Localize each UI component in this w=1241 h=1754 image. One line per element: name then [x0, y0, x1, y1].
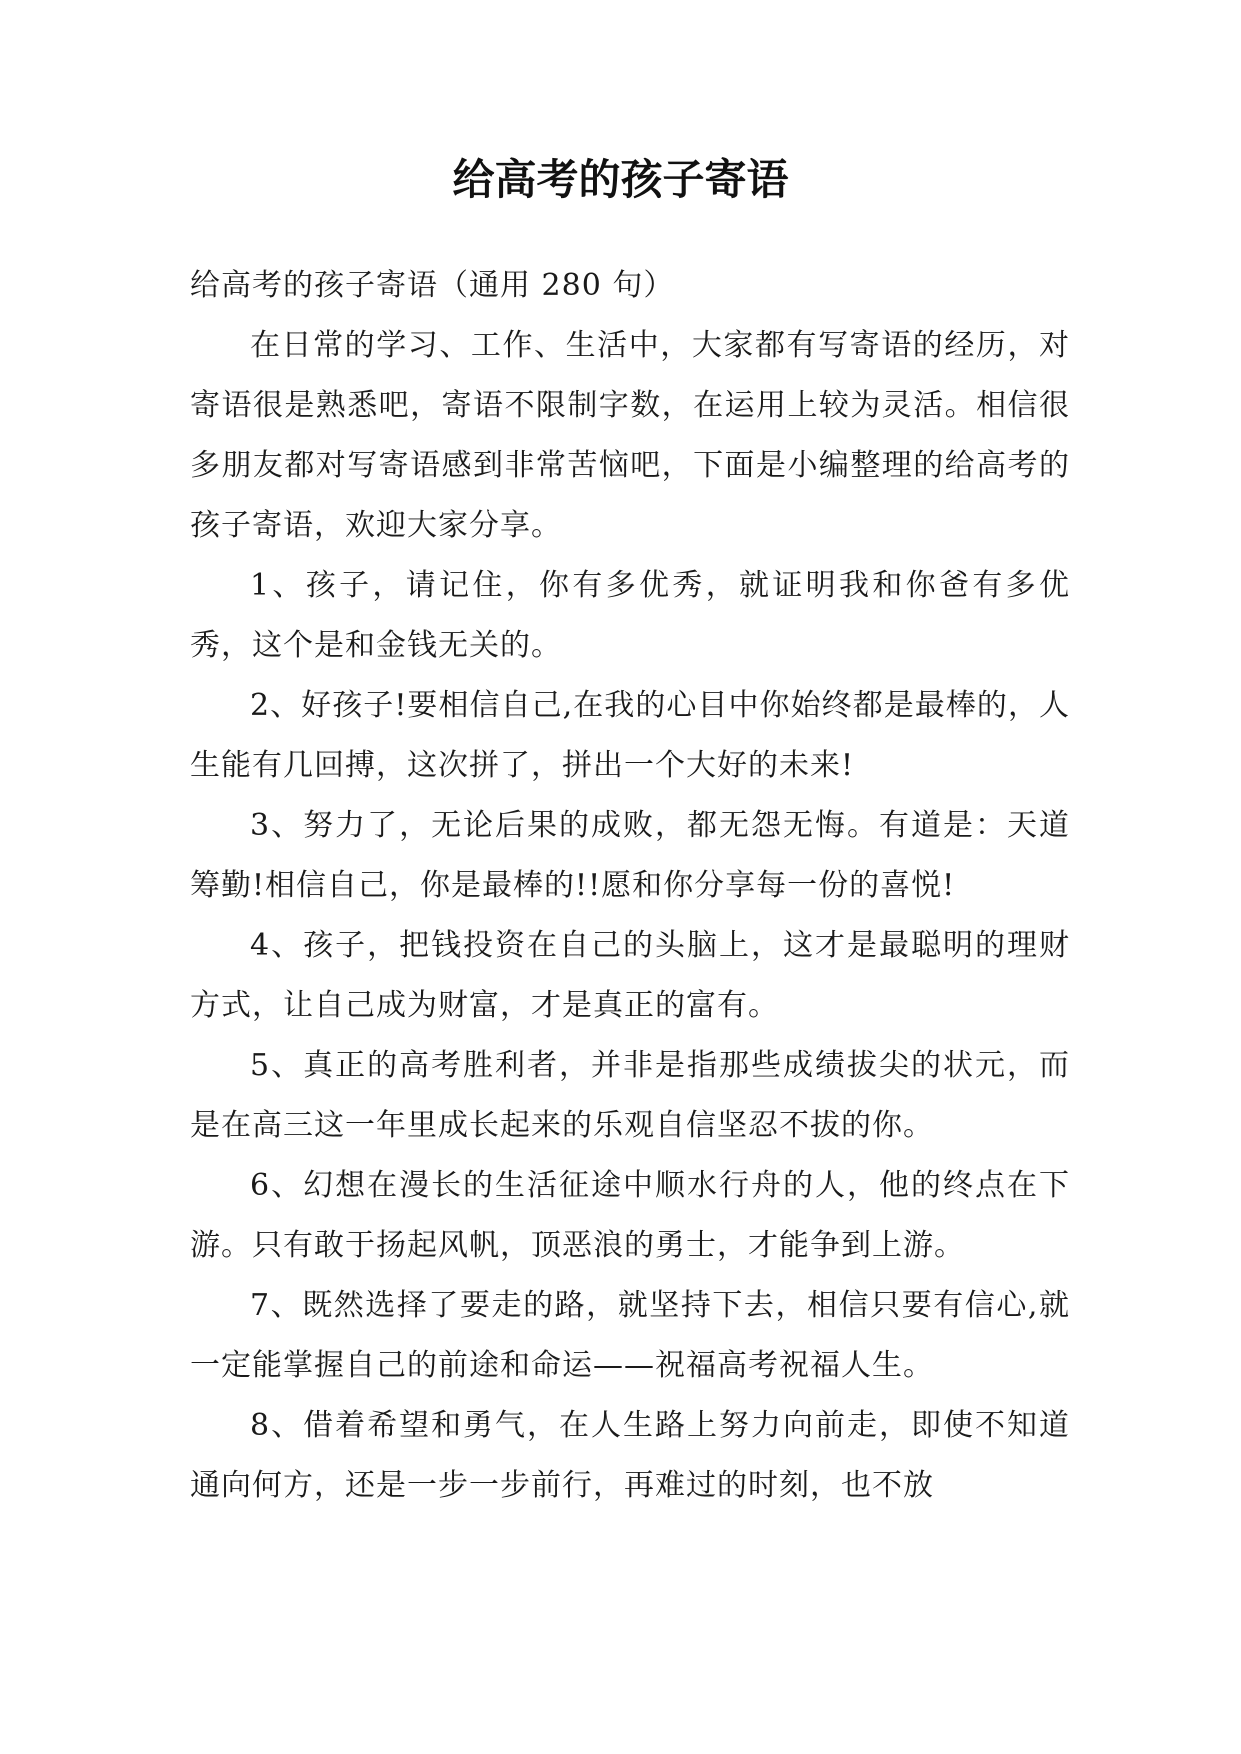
paragraph-item-3: 3、努力了，无论后果的成败，都无怨无悔。有道是：天道筹勤!相信自己，你是最棒的!!愿和你分享每一份的喜悦!: [190, 808, 1070, 903]
paragraph-item-1: 1、孩子，请记住，你有多优秀，就证明我和你爸有多优秀，这个是和金钱无关的。: [190, 568, 1070, 663]
document-subtitle: 给高考的孩子寄语（通用 280 句）: [190, 268, 675, 303]
paragraph-item-2: 2、好孩子!要相信自己,在我的心目中你始终都是最棒的，人生能有几回搏，这次拼了，拼出一个大好的未来!: [190, 688, 1070, 783]
paragraph-intro: 在日常的学习、工作、生活中，大家都有写寄语的经历，对寄语很是熟悉吧，寄语不限制字数，在运用上较为灵活。相信很多朋友都对写寄语感到非常苦恼吧，下面是小编整理的给高考的孩子寄语，欢迎大家分享。: [190, 328, 1070, 543]
paragraph-item-4: 4、孩子，把钱投资在自己的头脑上，这才是最聪明的理财方式，让自己成为财富，才是真正的富有。: [190, 928, 1070, 1023]
paragraph-item-6: 6、幻想在漫长的生活征途中顺水行舟的人，他的终点在下游。只有敢于扬起风帆，顶恶浪的勇士，才能争到上游。: [190, 1168, 1070, 1263]
paragraph-item-7: 7、既然选择了要走的路，就坚持下去，相信只要有信心,就一定能掌握自己的前途和命运——祝福高考祝福人生。: [190, 1288, 1070, 1383]
paragraph-item-5: 5、真正的高考胜利者，并非是指那些成绩拔尖的状元，而是在高三这一年里成长起来的乐观自信坚忍不拔的你。: [190, 1048, 1070, 1143]
document-body: [190, 256, 1070, 1516]
document-title: 给高考的孩子寄语: [452, 155, 789, 204]
paragraph-item-8: 8、借着希望和勇气，在人生路上努力向前走，即使不知道通向何方，还是一步一步前行，再难过的时刻，也不放: [190, 1408, 1070, 1503]
